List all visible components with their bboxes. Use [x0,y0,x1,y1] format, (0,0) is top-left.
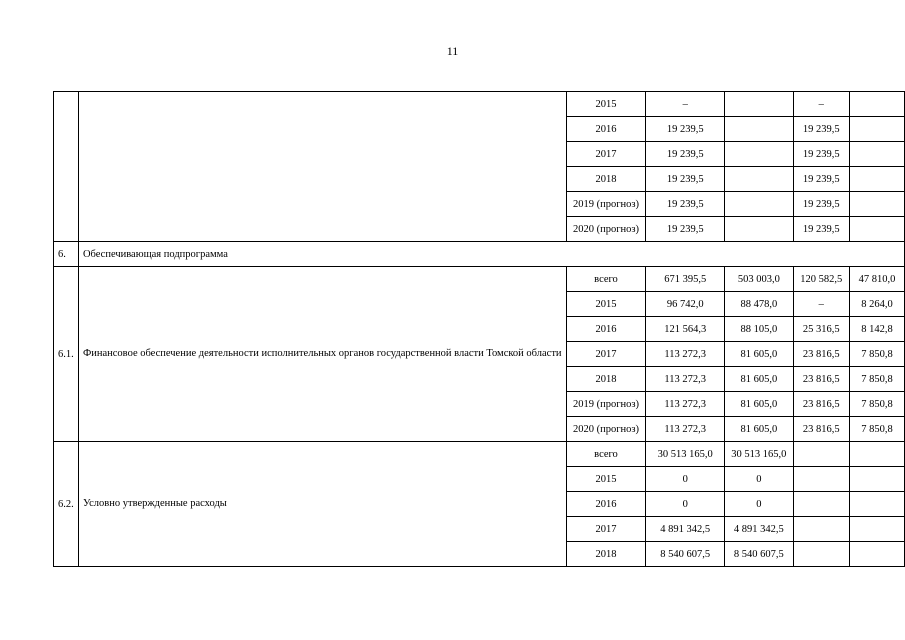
value-col-3 [793,517,849,542]
value-col-4: 8 264,0 [849,292,904,317]
value-col-3 [793,542,849,567]
item-number: 6.2. [54,442,79,567]
total-value: 19 239,5 [646,217,725,242]
value-col-4 [849,167,904,192]
year-cell: всего [566,442,646,467]
year-cell: 2019 (прогноз) [566,392,646,417]
value-col-4 [849,442,904,467]
year-cell: 2018 [566,167,646,192]
table-row [54,92,905,117]
value-col-3 [793,442,849,467]
year-cell: 2018 [566,542,646,567]
value-col-2: 0 [725,492,794,517]
value-col-3: 19 239,5 [793,117,849,142]
value-col-2 [725,167,794,192]
total-value: 0 [646,492,725,517]
value-col-4 [849,517,904,542]
value-col-2: 4 891 342,5 [725,517,794,542]
item-name: Условно утвержденные расходы [78,442,566,567]
value-col-4 [849,92,904,117]
year-cell: 2016 [566,492,646,517]
total-value: 113 272,3 [646,367,725,392]
value-col-2: 88 478,0 [725,292,794,317]
value-col-4: 7 850,8 [849,417,904,442]
value-col-4 [849,542,904,567]
value-col-2: 81 605,0 [725,342,794,367]
value-col-3: 19 239,5 [793,142,849,167]
table-row [54,442,905,467]
year-cell: 2017 [566,342,646,367]
value-col-3: – [793,92,849,117]
value-col-3: 25 316,5 [793,317,849,342]
total-value: 4 891 342,5 [646,517,725,542]
item-name: Финансовое обеспечение деятельности исполнительных органов государственной власти Томской области [78,267,566,442]
year-cell: всего [566,267,646,292]
value-col-2: 8 540 607,5 [725,542,794,567]
total-value: 19 239,5 [646,192,725,217]
year-cell: 2018 [566,367,646,392]
year-cell: 2019 (прогноз) [566,192,646,217]
total-value: 30 513 165,0 [646,442,725,467]
total-value: 19 239,5 [646,117,725,142]
item-name [78,92,566,242]
value-col-2: 81 605,0 [725,367,794,392]
value-col-2 [725,192,794,217]
value-col-3: 23 816,5 [793,342,849,367]
value-col-2 [725,92,794,117]
year-cell: 2016 [566,117,646,142]
value-col-3: 23 816,5 [793,392,849,417]
value-col-3: 19 239,5 [793,192,849,217]
value-col-2: 81 605,0 [725,417,794,442]
value-col-4 [849,467,904,492]
value-col-3: 19 239,5 [793,167,849,192]
value-col-3: – [793,292,849,317]
value-col-2: 0 [725,467,794,492]
value-col-4 [849,192,904,217]
value-col-2 [725,217,794,242]
value-col-2 [725,117,794,142]
total-value: – [646,92,725,117]
value-col-4 [849,492,904,517]
total-value: 96 742,0 [646,292,725,317]
total-value: 113 272,3 [646,392,725,417]
total-value: 19 239,5 [646,142,725,167]
total-value: 0 [646,467,725,492]
value-col-4: 7 850,8 [849,367,904,392]
value-col-3 [793,467,849,492]
value-col-3: 23 816,5 [793,367,849,392]
value-col-4 [849,142,904,167]
total-value: 8 540 607,5 [646,542,725,567]
year-cell: 2020 (прогноз) [566,417,646,442]
value-col-2: 88 105,0 [725,317,794,342]
table-row [54,267,905,292]
value-col-2 [725,142,794,167]
page-number: 11 [446,44,459,58]
section-number: 6. [54,242,79,267]
total-value: 19 239,5 [646,167,725,192]
value-col-4: 7 850,8 [849,392,904,417]
year-cell: 2015 [566,92,646,117]
total-value: 113 272,3 [646,417,725,442]
total-value: 113 272,3 [646,342,725,367]
value-col-4: 7 850,8 [849,342,904,367]
year-cell: 2016 [566,317,646,342]
value-col-3: 23 816,5 [793,417,849,442]
value-col-2: 30 513 165,0 [725,442,794,467]
value-col-2: 81 605,0 [725,392,794,417]
value-col-4: 47 810,0 [849,267,904,292]
section-title: Обеспечивающая подпрограмма [78,242,904,267]
item-number [54,92,79,242]
value-col-3: 120 582,5 [793,267,849,292]
section-row [54,242,905,267]
year-cell: 2015 [566,292,646,317]
value-col-4 [849,217,904,242]
total-value: 671 395,5 [646,267,725,292]
value-col-4 [849,117,904,142]
value-col-3 [793,492,849,517]
value-col-3: 19 239,5 [793,217,849,242]
total-value: 121 564,3 [646,317,725,342]
year-cell: 2015 [566,467,646,492]
value-col-4: 8 142,8 [849,317,904,342]
year-cell: 2020 (прогноз) [566,217,646,242]
item-number: 6.1. [54,267,79,442]
year-cell: 2017 [566,517,646,542]
year-cell: 2017 [566,142,646,167]
budget-table [53,91,905,567]
value-col-2: 503 003,0 [725,267,794,292]
